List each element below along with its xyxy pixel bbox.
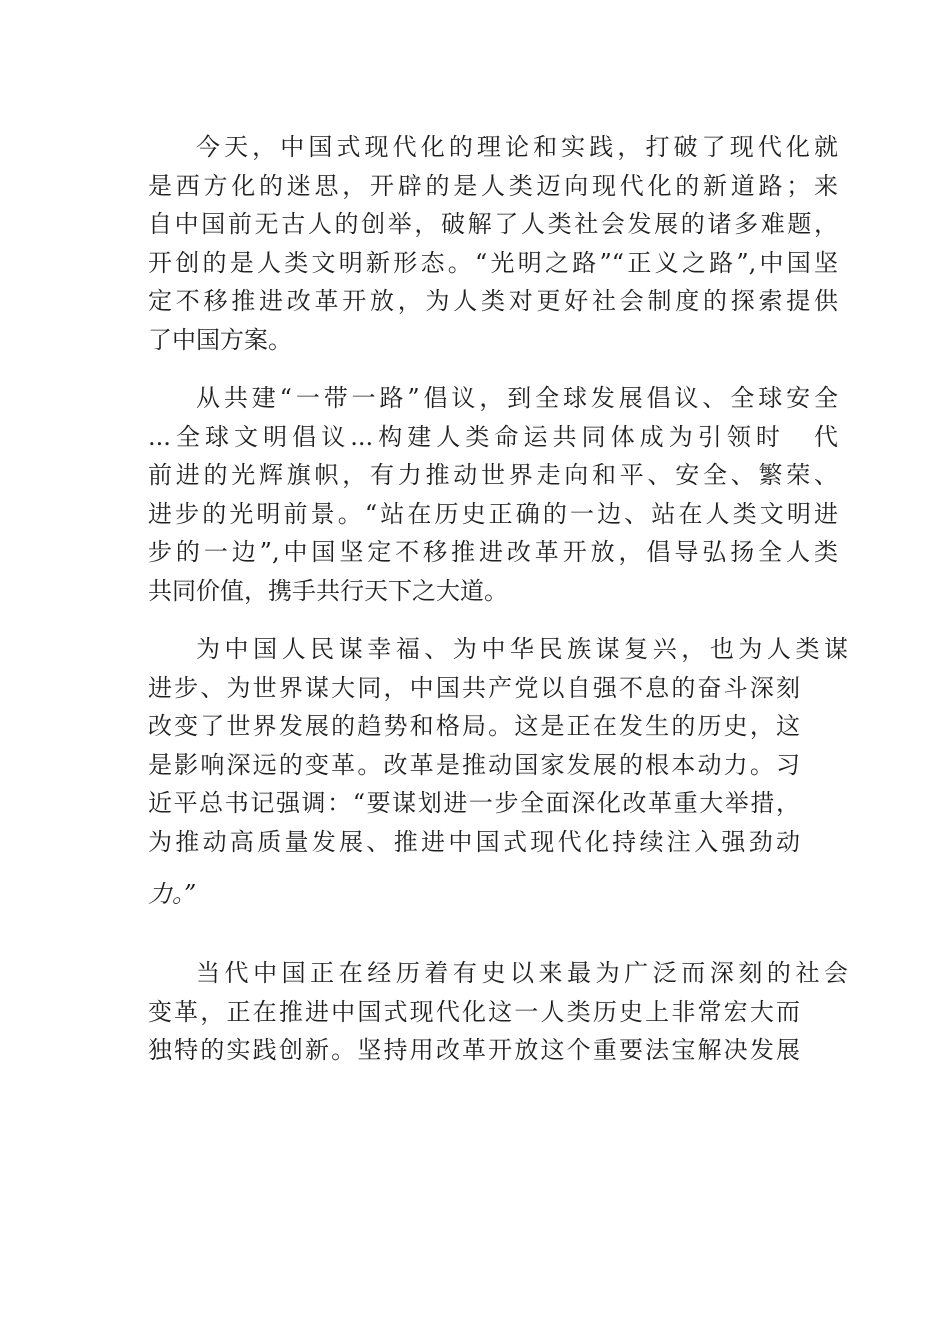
- text-line: 当代中国正在经历着有史以来最为广泛而深刻的社会: [196, 959, 848, 987]
- text-line: 是西方化的迷思，开辟的是人类迈向现代化的新道路；来: [148, 171, 838, 200]
- text-line: 力。”: [148, 880, 197, 908]
- paragraph-3: [148, 630, 848, 914]
- text-line: 定不移推进改革开放，为人类对更好社会制度的探索提供: [148, 287, 838, 315]
- paragraph-4: [148, 954, 848, 1070]
- text-line: 为中国人民谋幸福、为中华民族谋复兴，也为人类谋: [196, 635, 848, 663]
- text-line: 改变了世界发展的趋势和格局。这是正在发生的历史，这: [148, 712, 800, 740]
- text-line: 变革，正在推进中国式现代化这一人类历史上非常宏大而: [148, 997, 800, 1026]
- text-line: 步的一边”,中国坚定不移推进改革开放，倡导弘扬全人类: [148, 538, 838, 566]
- text-line: 进步的光明前景。“站在历史正确的一边、站在人类文明进: [148, 499, 838, 528]
- text-line: 是影响深远的变革。改革是推动国家发展的根本动力。习: [148, 750, 800, 779]
- text-line: 近平总书记强调：“要谋划进一步全面深化改革重大举措，: [148, 789, 800, 817]
- paragraph-2: [148, 379, 838, 610]
- text-line: 今天，中国式现代化的理论和实践，打破了现代化就: [196, 133, 838, 161]
- text-line: 从共建“一带一路”倡议，到全球发展倡议、全球安全: [196, 384, 838, 412]
- text-line: 了中国方案。: [148, 325, 292, 354]
- paragraph-1: [148, 128, 838, 359]
- text-line: 前进的光辉旗帜，有力推动世界走向和平、安全、繁荣、: [148, 461, 838, 489]
- text-line: 进步、为世界谋大同，中国共产党以自强不息的奋斗深刻: [148, 673, 800, 702]
- text-line: 共同价值，携手共行天下之大道。: [148, 576, 508, 605]
- text-line: ...全球文明倡议...构建人类命运共同体成为引领时 代: [148, 422, 838, 451]
- text-line: 开创的是人类文明新形态。“光明之路”“正义之路”,中国坚: [148, 248, 838, 277]
- text-line: 独特的实践创新。坚持用改革开放这个重要法宝解决发展: [148, 1036, 800, 1064]
- text-line: 为推动高质量发展、推进中国式现代化持续注入强劲动: [148, 827, 800, 856]
- text-line: 自中国前无古人的创举，破解了人类社会发展的诸多难题，: [148, 210, 838, 238]
